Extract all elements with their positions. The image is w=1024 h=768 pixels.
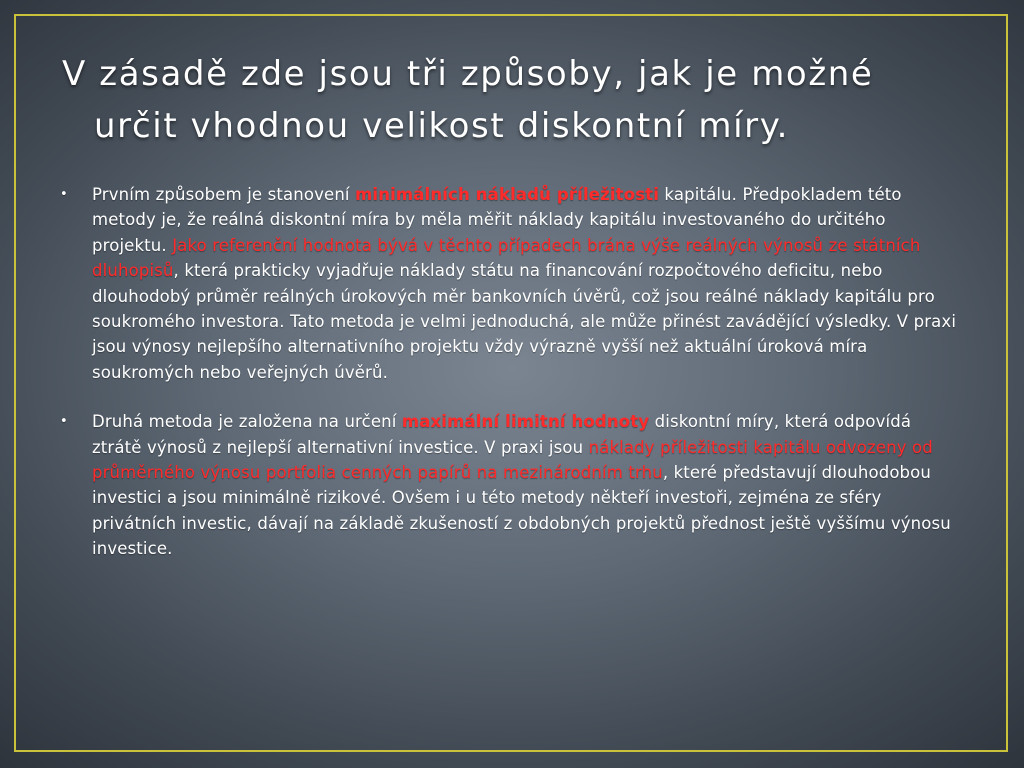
bullet-1-highlight-phrase: Jako referenční hodnota bývá v těchto případech brána výše reálných výnosů ze státních dluhopisů <box>92 235 921 281</box>
bullet-2-text-part-2: diskontní míry, která odpovídá ztrátě výnosů z nejlepší alternativní investice. V praxi jsou <box>92 412 912 457</box>
slide-title-line-1: V zásadě zde jsou tři způsoby, jak je možné <box>62 54 874 94</box>
slide-body <box>60 182 965 562</box>
bullet-marker-icon: • <box>60 414 68 430</box>
bullet-2-text-part-1: Druhá metoda je založena na určení <box>92 412 402 432</box>
bullet-2-text-part-3: , které představují dlouhodobou investici a jsou minimálně rizikové. Ovšem i u této metody někteří investoři, zejména ze sféry privátních investic, dávají na základě zkušeností z obdobných projektů přednost ještě vyššímu výnosu investice. <box>92 463 951 559</box>
slide-title-line-2: určit vhodnou velikost diskontní míry. <box>94 106 790 146</box>
bullet-2-highlight-phrase: náklady příležitosti kapitálu odvozeny od průměrného výnosu portfolia cenných papírů na mezinárodním trhu <box>92 437 933 483</box>
bullet-1-emphasis-term: minimálních nákladů příležitosti <box>355 185 660 204</box>
bullet-item-2 <box>60 409 965 561</box>
slide-title <box>62 48 962 152</box>
bullet-1-text-part-1: Prvním způsobem je stanovení <box>92 185 356 204</box>
bullet-marker-icon: • <box>60 187 68 202</box>
bullet-2-emphasis-term: maximální limitní hodnoty <box>401 412 650 432</box>
bullet-1-text-part-3: , která prakticky vyjadřuje náklady státu na financování rozpočtového deficitu, nebo dlouhodobý průměr reálných úrokových měr bankovních úvěrů, což jsou reálné náklady kapitálu pro soukromého investora. Tato metoda je velmi jednoduchá, ale může přinést zavádějící výsledky. V praxi jsou výnosy nejlepšího alternativního projektu vždy výrazně vyšší než aktuální úroková míra soukromých nebo veřejných úvěrů. <box>92 261 957 382</box>
bullet-1-text-part-2: kapitálu. Předpokladem této metody je, že reálná diskontní míra by měla měřit náklady kapitálu investovaného do určitého projektu. <box>92 185 902 255</box>
bullet-item-1 <box>60 182 965 385</box>
